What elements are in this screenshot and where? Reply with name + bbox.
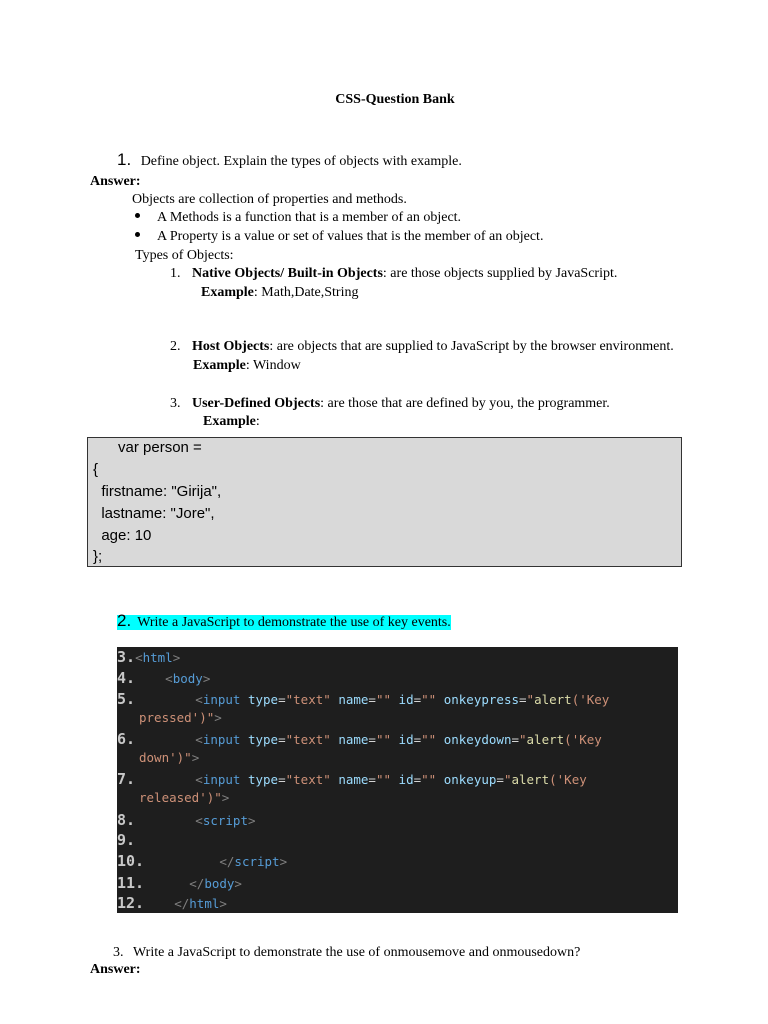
code-line: lastname: "Jore", bbox=[93, 505, 215, 522]
code-line: 10. </script> bbox=[117, 852, 288, 870]
code-line: firstname: "Girija", bbox=[93, 483, 222, 500]
key-events-code-block bbox=[117, 647, 678, 913]
type-example bbox=[203, 414, 260, 430]
line-number: 9. bbox=[117, 831, 136, 849]
bullet-text: A Methods is a function that is a member of an object. bbox=[157, 210, 462, 225]
example-label: Example bbox=[193, 358, 246, 373]
code-line bbox=[117, 831, 135, 849]
code-example-box bbox=[87, 437, 682, 567]
bullet-text: A Property is a value or set of values that is the member of an object. bbox=[157, 229, 544, 244]
type-number: 2. bbox=[170, 339, 181, 354]
bullet-item bbox=[135, 229, 543, 245]
type-desc: : are those that are defined by you, the programmer. bbox=[320, 396, 610, 411]
question-3-text: Write a JavaScript to demonstrate the use of onmousemove and onmousedown? bbox=[133, 945, 581, 960]
code-line: 3.<html> bbox=[117, 648, 181, 666]
question-1 bbox=[117, 150, 462, 170]
example-text: : Math,Date,String bbox=[253, 285, 359, 300]
example-label: Example bbox=[203, 414, 256, 429]
line-number: 4. bbox=[117, 669, 136, 687]
bullet-icon bbox=[135, 213, 140, 218]
code-line: { bbox=[93, 461, 99, 478]
code-line: 5. <input type="text" name="" id="" onkeypress="alert('Key bbox=[117, 690, 610, 708]
type-example bbox=[201, 285, 359, 301]
code-line: var person = bbox=[93, 439, 202, 456]
code-line-wrap: down')"> bbox=[139, 750, 200, 765]
line-number: 8. bbox=[117, 811, 136, 829]
objects-intro: Objects are collection of properties and methods. bbox=[132, 192, 407, 207]
type-example bbox=[193, 358, 301, 374]
object-type-item bbox=[170, 266, 617, 282]
type-name: Native Objects/ Built-in Objects bbox=[192, 266, 383, 281]
answer-label-3: Answer: bbox=[90, 962, 141, 977]
line-number: 3. bbox=[117, 648, 136, 666]
line-number: 12. bbox=[117, 894, 145, 912]
answer-label-1: Answer: bbox=[90, 174, 141, 189]
code-line: 6. <input type="text" name="" id="" onkeydown="alert('Key bbox=[117, 730, 602, 748]
line-number: 10. bbox=[117, 852, 145, 870]
question-3-number: 3. bbox=[113, 945, 124, 960]
bullet-icon bbox=[135, 232, 140, 237]
question-1-text: Define object. Explain the types of objects with example. bbox=[140, 154, 462, 169]
line-number: 11. bbox=[117, 874, 145, 892]
example-text: : bbox=[255, 414, 260, 429]
code-line-wrap: pressed')"> bbox=[139, 710, 222, 725]
code-line: }; bbox=[93, 548, 103, 565]
type-number: 1. bbox=[170, 266, 181, 281]
line-number: 5. bbox=[117, 690, 136, 708]
question-3 bbox=[113, 945, 580, 961]
question-2 bbox=[117, 611, 451, 631]
code-line: age: 10 bbox=[93, 527, 152, 544]
type-number: 3. bbox=[170, 396, 181, 411]
example-text: : Window bbox=[245, 358, 301, 373]
types-label: Types of Objects: bbox=[135, 248, 234, 263]
page-title: CSS-Question Bank bbox=[335, 92, 455, 107]
type-name: User-Defined Objects bbox=[192, 396, 321, 411]
code-line: 12. </html> bbox=[117, 894, 227, 912]
line-number: 6. bbox=[117, 730, 136, 748]
type-desc: : are those objects supplied by JavaScript. bbox=[382, 266, 618, 281]
line-number: 7. bbox=[117, 770, 136, 788]
code-line: 8. <script> bbox=[117, 811, 256, 829]
question-1-number: 1. bbox=[117, 150, 132, 169]
code-line: 11. </body> bbox=[117, 874, 242, 892]
code-line: 7. <input type="text" name="" id="" onkeyup="alert('Key bbox=[117, 770, 587, 788]
bullet-item bbox=[135, 210, 461, 226]
code-line: 4. <body> bbox=[117, 669, 211, 687]
object-type-item bbox=[170, 396, 610, 412]
type-name: Host Objects bbox=[192, 339, 270, 354]
question-2-number: 2. bbox=[117, 611, 132, 630]
example-label: Example bbox=[201, 285, 254, 300]
code-line-wrap: released')"> bbox=[139, 790, 230, 805]
question-2-text: Write a JavaScript to demonstrate the use of key events. bbox=[137, 615, 451, 630]
type-desc: : are objects that are supplied to JavaScript by the browser environment. bbox=[269, 339, 674, 354]
object-type-item bbox=[170, 339, 674, 355]
